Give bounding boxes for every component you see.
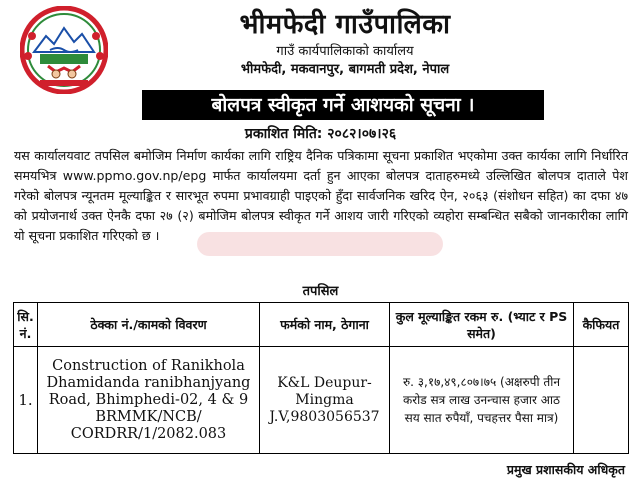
nepal-emblem-logo	[20, 6, 108, 94]
notice-body: यस कार्यालयवाट तपसिल बमोजिम निर्माण कार्यका लागि राष्ट्रिय दैनिक पत्रिकामा सूचना प्रकाशित भएकोमा उक्त कार्यका लागि निर्धारित समयभित्र www.ppmo.gov.np/epg मार्फत कार्यालयमा दर्ता हुन आएका बोलपत्र दाताहरुमध्ये उल्लिखित बोलपत्र दाताले पेश गरेको बोलपत्र न्यूनतम मूल्याङ्कित र सारभूत रुपमा प्रभावग्राही पाइएको हुँदा सार्वजनिक खरिद ऐन, २०६३ (संशोधन सहित) का दफा ४७ को प्रयोजनार्थ उक्त ऐनकै दफा २७ (२) बमोजिम बोलपत्र स्वीकृत गर्ने आशय जारी गरिएको व्यहोरा सम्बन्धित सबैको जानकारीका लागि यो सूचना प्रकाशित गरिएको छ ।	[14, 148, 628, 243]
table-header-row	[14, 303, 629, 347]
signatory: प्रमुख प्रशासकीय अधिकृत	[506, 462, 625, 477]
contract-table	[13, 302, 629, 454]
office-name: गाउँ कार्यपालिकाको कार्यालय	[276, 44, 414, 59]
cell-sn: 1.	[14, 347, 38, 454]
cell-firm: K&L Deupur-Mingma J.V,9803056537	[260, 347, 390, 454]
notice-title: बोलपत्र स्वीकृत गर्ने आशयको सूचना ।	[142, 90, 544, 120]
letterhead	[125, 8, 565, 79]
header-remarks: कैफियत	[574, 303, 629, 347]
org-name: भीमफेदी गाउँपालिका	[239, 9, 451, 40]
cell-remarks	[574, 347, 629, 454]
header-amount: कुल मूल्याङ्कित रकम रु. (भ्याट र PS समेत)	[390, 303, 574, 347]
watermark-logo	[195, 226, 445, 262]
header-sn: सि. नं.	[14, 303, 38, 347]
cell-description: Construction of Ranikhola Dhamidanda ranibhanjyang Road, Bhimphedi-02, 4 & 9 BRMMK/NCB/ CORDRR/1/2082.083	[38, 347, 260, 454]
office-address: भीमफेदी, मकवानपुर, बागमती प्रदेश, नेपाल	[240, 62, 450, 77]
published-label: प्रकाशित मिति:	[244, 126, 323, 142]
published-date-line	[0, 124, 641, 144]
table-row	[14, 347, 629, 454]
published-date: २०८२।०७।२६	[327, 126, 397, 142]
header-firm: फर्मको नाम, ठेगाना	[260, 303, 390, 347]
section-title: तपसिल	[302, 284, 339, 299]
header-description: ठेक्का नं./कामको विवरण	[38, 303, 260, 347]
cell-amount: रु. ३,१७,४९,८०७।७५ (अक्षरुपी तीन करोड सत्र लाख उनन्चास हजार आठ सय सात रुपैयाँ, पचहत्तर पैसा मात्र)	[390, 347, 574, 454]
